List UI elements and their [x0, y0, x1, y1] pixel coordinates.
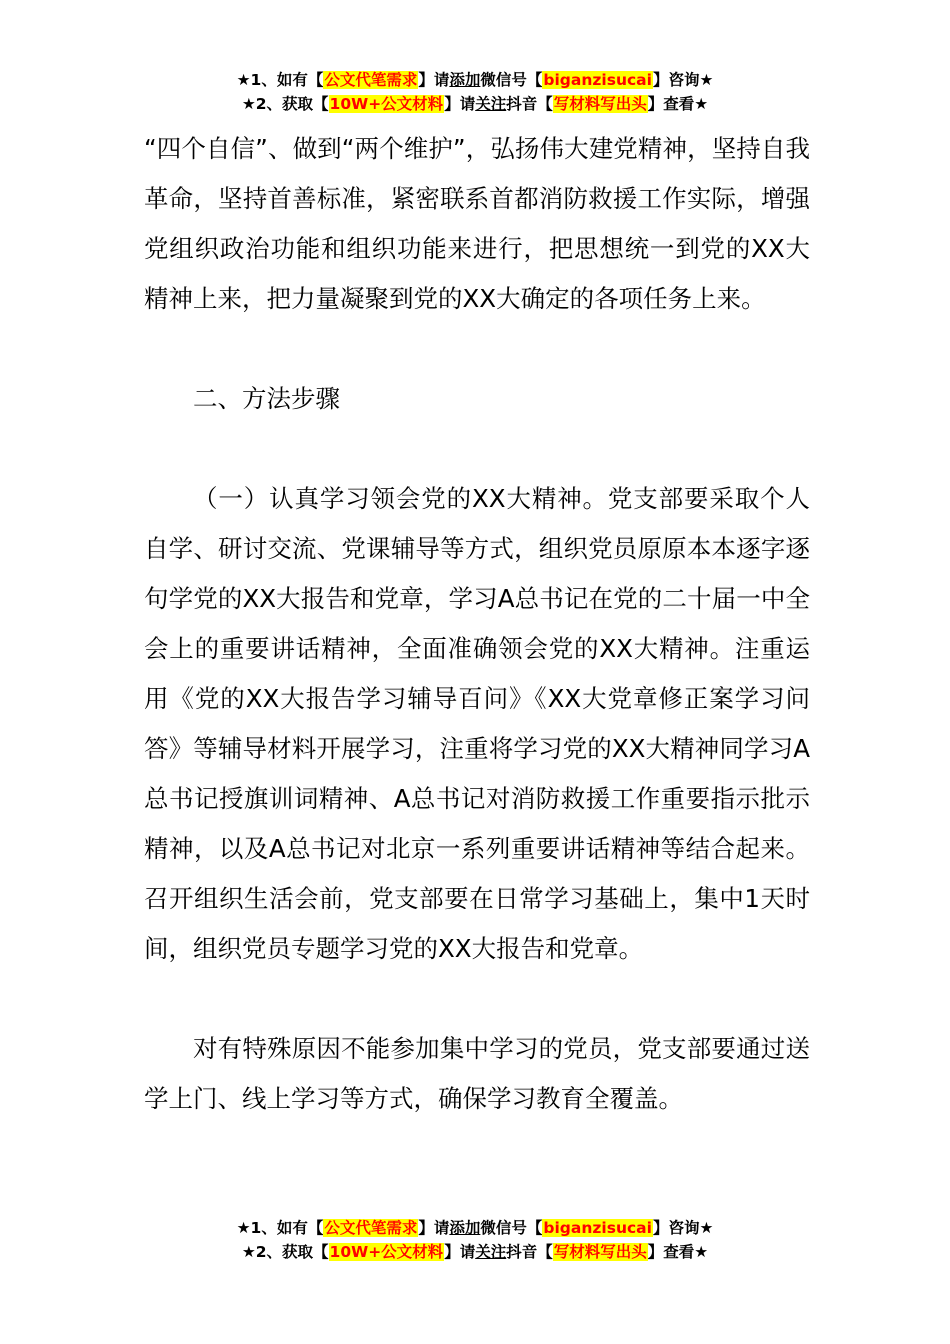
- banner-line-1: ★1、如有【公文代笔需求】请添加微信号【biganzisucai】咨询★: [236, 1219, 714, 1237]
- banner-line-1: ★1、如有【公文代笔需求】请添加微信号【biganzisucai】咨询★: [236, 71, 714, 89]
- paragraph-spacer: [144, 424, 810, 474]
- footer-banner: [0, 1216, 950, 1264]
- highlight-wechat-id: biganzisucai: [543, 1219, 652, 1237]
- banner-line-2: ★2、获取【10W+公文材料】请关注抖音【写材料写出头】查看★: [241, 95, 709, 113]
- highlight-service: 公文代笔需求: [324, 1219, 418, 1237]
- header-banner: [0, 68, 950, 116]
- paragraph-spacer: [144, 974, 810, 1024]
- paragraph-1: “四个自信”、做到“两个维护”，弘扬伟大建党精神，坚持自我革命，坚持首善标准，紧密联系首都消防救援工作实际，增强党组织政治功能和组织功能来进行，把思想统一到党的XX大精神上来，把力量凝聚到党的XX大确定的各项任务上来。: [144, 134, 810, 313]
- document-body: [144, 124, 810, 1124]
- section-heading: 二、方法步骤: [193, 384, 340, 413]
- paragraph-3: 对有特殊原因不能参加集中学习的党员，党支部要通过送学上门、线上学习等方式，确保学习教育全覆盖。: [144, 1034, 810, 1113]
- paragraph-spacer: [144, 324, 810, 374]
- highlight-materials: 10W+公文材料: [329, 95, 444, 113]
- highlight-wechat-id: biganzisucai: [543, 71, 652, 89]
- highlight-douyin-account: 写材料写出头: [553, 95, 647, 113]
- highlight-douyin-account: 写材料写出头: [553, 1243, 647, 1261]
- paragraph-2: （一）认真学习领会党的XX大精神。党支部要采取个人自学、研讨交流、党课辅导等方式，组织党员原原本本逐字逐句学党的XX大报告和党章，学习A总书记在党的二十届一中全会上的重要讲话精神，全面准确领会党的XX大精神。注重运用《党的XX大报告学习辅导百问》《XX大党章修正案学习问答》等辅导材料开展学习，注重将学习党的XX大精神同学习A总书记授旗训词精神、A总书记对消防救援工作重要指示批示精神，以及A总书记对北京一系列重要讲话精神等结合起来。召开组织生活会前，党支部要在日常学习基础上，集中1天时间，组织党员专题学习党的XX大报告和党章。: [144, 484, 810, 963]
- highlight-materials: 10W+公文材料: [329, 1243, 444, 1261]
- highlight-service: 公文代笔需求: [324, 71, 418, 89]
- banner-line-2: ★2、获取【10W+公文材料】请关注抖音【写材料写出头】查看★: [241, 1243, 709, 1261]
